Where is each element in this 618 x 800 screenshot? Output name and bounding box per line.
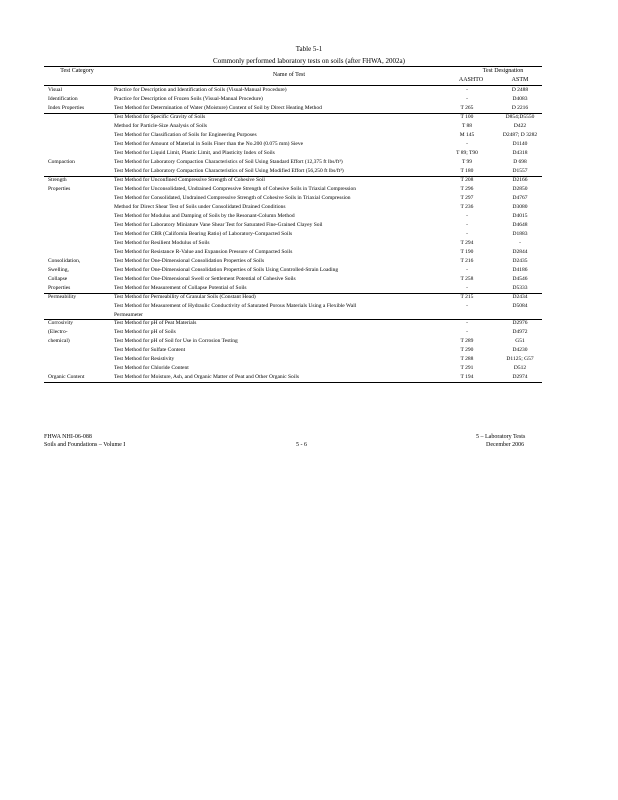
row-astm: D4318 <box>512 149 528 156</box>
table-row <box>44 158 542 167</box>
row-test-name: Test Method for pH of Soils <box>114 329 176 336</box>
row-aashto: - <box>444 230 490 239</box>
group-rule <box>44 113 542 114</box>
table-row <box>44 319 542 328</box>
row-test-name: Test Method for Specific Gravity of Soils <box>114 113 206 120</box>
group-rule <box>44 176 542 177</box>
group-rule <box>44 319 542 320</box>
row-test-name: Test Method for Measurement of Collapse Potential of Soils <box>114 284 247 291</box>
row-aashto: - <box>444 284 490 293</box>
row-test-name: Test Method for Laboratory Compaction Characteristics of Soil Using Standard Effort (12,375 ft lbs/ft³) <box>114 158 343 165</box>
row-test-name: Test Method for Resilient Modulus of Soils <box>114 239 210 246</box>
row-category: Consolidation, <box>48 257 81 264</box>
table-top-rule <box>44 66 542 67</box>
row-category: chemical) <box>48 338 70 345</box>
row-astm: D1125; G57 <box>506 356 534 363</box>
row-test-name: Test Method for Sulfate Content <box>114 347 186 354</box>
row-astm: D 2488 <box>511 87 529 93</box>
row-test-name: Method for Particle-Size Analysis of Soils <box>114 122 208 129</box>
row-astm: D2850 <box>512 185 528 192</box>
row-astm: D4083 <box>512 95 528 102</box>
row-test-name: Test Method for CBR (California Bearing Ratio) of Laboratory-Compacted Soils <box>114 230 293 237</box>
row-aashto: - <box>444 221 490 230</box>
row-test-name: Test Method for Permeability of Granular Soils (Constant Head) <box>114 293 256 300</box>
row-astm: G51 <box>515 338 525 345</box>
row-category: Identification <box>48 95 78 102</box>
footer-left-line2: Soils and Foundations – Volume I <box>44 442 126 448</box>
row-aashto: T 296 <box>444 185 490 194</box>
row-test-name: Test Method for Chloride Content <box>114 365 189 372</box>
row-astm: D1883 <box>512 230 528 237</box>
row-category: Properties <box>48 284 71 291</box>
row-astm: D2434 <box>512 293 528 300</box>
group-rule <box>44 382 542 383</box>
row-astm: D4015 <box>512 212 528 219</box>
row-category: (Electro- <box>48 329 68 336</box>
footer-page-number: 5 - 6 <box>296 442 307 448</box>
table-row <box>44 257 542 266</box>
row-test-name: Test Method for Measurement of Hydraulic Conductivity of Saturated Porous Materials Using a Flexible Wall <box>114 302 357 309</box>
row-aashto: T 291 <box>444 364 490 373</box>
row-test-name: Test Method for Resistivity <box>114 356 175 363</box>
row-category: Index Properties <box>48 104 85 111</box>
table-row <box>44 355 542 364</box>
row-aashto: - <box>444 328 490 337</box>
row-test-name: Test Method for pH of Peat Materials <box>114 320 197 327</box>
row-aashto: T 288 <box>444 355 490 364</box>
header-name-of-test: Name of Test <box>272 72 306 78</box>
row-astm: D5084 <box>512 302 528 309</box>
table-row <box>44 284 542 293</box>
row-aashto: T 180 <box>444 167 490 176</box>
table-row <box>44 212 542 221</box>
table-row <box>44 221 542 230</box>
row-test-name: Test Method for Modulus and Damping of Soils by the Resonant-Column Method <box>114 212 295 219</box>
table-row <box>44 337 542 346</box>
row-category: Corrosivity <box>48 320 74 327</box>
row-astm: D2844 <box>512 248 528 255</box>
row-astm: D2487; D 3282 <box>502 131 538 138</box>
row-aashto: - <box>444 266 490 275</box>
row-astm: D2974 <box>512 374 528 381</box>
row-category: Organic Content <box>48 374 85 381</box>
row-astm: D4972 <box>512 329 528 336</box>
row-aashto: T 194 <box>444 373 490 382</box>
row-aashto: T 190 <box>444 248 490 257</box>
table-row <box>44 346 542 355</box>
row-aashto: - <box>444 140 490 149</box>
row-aashto: T 99 <box>444 158 490 167</box>
table-row <box>44 149 542 158</box>
row-test-name: Test Method for Classification of Soils for Engineering Purposes <box>114 131 257 138</box>
row-astm: D4230 <box>512 347 528 354</box>
row-astm: D2976 <box>512 320 528 327</box>
row-astm: D1557 <box>512 167 528 174</box>
table-row <box>44 328 542 337</box>
row-test-name: Test Method for One-Dimensional Consolidation Properties of Soils Using Controlled-Strain Loading <box>114 266 339 273</box>
row-astm: D 698 <box>513 158 527 165</box>
header-aashto: AASHTO <box>458 77 484 83</box>
row-aashto: T 265 <box>444 104 490 113</box>
table-row <box>44 104 542 113</box>
table-row <box>44 364 542 373</box>
table-row <box>44 131 542 140</box>
row-aashto: T 208 <box>444 176 490 185</box>
table-row <box>44 176 542 185</box>
row-aashto: - <box>444 319 490 328</box>
row-category: Strength <box>48 176 67 183</box>
row-aashto: - <box>444 212 490 221</box>
row-aashto: - <box>444 86 490 95</box>
row-test-name: Test Method for pH of Soil for Use in Corrosion Testing <box>114 338 238 345</box>
row-test-name: Test Method for Amount of Material in Soils Finer than the No.200 (0.075 mm) Sieve <box>114 140 304 147</box>
row-aashto: T 215 <box>444 293 490 302</box>
table-row <box>44 95 542 104</box>
table-row <box>44 293 542 302</box>
row-test-name: Practice for Description and Identification of Soils (Visual-Manual Procedure) <box>114 87 287 93</box>
table-row <box>44 275 542 284</box>
table-row <box>44 302 542 311</box>
row-test-name: Method for Direct Shear Test of Soils under Consolidated Drained Conditions <box>114 203 286 210</box>
row-aashto: - <box>444 302 490 311</box>
table-row <box>44 167 542 176</box>
row-category: Compaction <box>48 158 75 165</box>
table-row <box>44 86 542 95</box>
table-label: Table 5-1 <box>295 45 323 53</box>
row-aashto: T 297 <box>444 194 490 203</box>
header-astm: ASTM <box>511 77 529 83</box>
row-category: Visual <box>48 87 63 93</box>
table-row <box>44 311 542 320</box>
row-category: Permeability <box>48 293 77 300</box>
row-test-name: Test Method for Liquid Limit, Plastic Limit, and Plasticity Index of Soils <box>114 149 275 156</box>
group-rule <box>44 293 542 294</box>
row-aashto: T 236 <box>444 203 490 212</box>
row-test-name: Test Method for Resistance R-Value and Expansion Pressure of Compacted Soils <box>114 248 293 255</box>
row-aashto: M 145 <box>444 131 490 140</box>
row-astm: D1140 <box>512 140 528 147</box>
row-test-name: Permeameter <box>114 311 144 318</box>
row-aashto: T 290 <box>444 346 490 355</box>
table-row <box>44 194 542 203</box>
row-aashto: T 258 <box>444 275 490 284</box>
row-test-name: Test Method for Determination of Water (Moisture) Content of Soil by Direct Heating Method <box>114 104 322 111</box>
row-astm: D4767 <box>512 194 528 201</box>
row-aashto: - <box>444 95 490 104</box>
row-aashto: T 216 <box>444 257 490 266</box>
row-test-name: Test Method for One-Dimensional Swell or Settlement Potential of Cohesive Soils <box>114 275 296 282</box>
table-row <box>44 248 542 257</box>
row-category: Properties <box>48 185 71 192</box>
row-aashto: T 88 <box>444 122 490 131</box>
table-caption: Commonly performed laboratory tests on soils (after FHWA, 2002a) <box>213 57 405 65</box>
row-aashto: T 294 <box>444 239 490 248</box>
row-astm: D422 <box>513 122 527 129</box>
table-row <box>44 140 542 149</box>
table-row <box>44 203 542 212</box>
footer-left-line1: FHWA NHI-06-088 <box>44 434 92 440</box>
row-aashto: T 89; T90 <box>444 149 490 158</box>
row-test-name: Test Method for One-Dimensional Consolidation Properties of Soils <box>114 257 265 264</box>
header-test-category: Test Category <box>60 68 94 74</box>
table-row <box>44 373 542 382</box>
table-row <box>44 113 542 122</box>
footer-right-line2: December 2006 <box>486 442 525 448</box>
footer-right-line1: 5 – Laboratory Tests <box>476 434 526 440</box>
table-row <box>44 185 542 194</box>
row-test-name: Test Method for Laboratory Miniature Vane Shear Test for Saturated Fine-Grained Clayey Soil <box>114 221 323 228</box>
row-test-name: Test Method for Unconsolidated, Undrained Compressive Strength of Cohesive Soils in Triaxial Compression <box>114 185 357 192</box>
row-astm: D3080 <box>512 203 528 210</box>
row-astm: D2435 <box>512 257 528 264</box>
table-row <box>44 230 542 239</box>
row-aashto: T 289 <box>444 337 490 346</box>
row-astm: D4546 <box>512 275 528 282</box>
row-test-name: Practice for Description of Frozen Soils (Visual-Manual Procedure) <box>114 95 263 102</box>
row-test-name: Test Method for Unconfined Compressive Strength of Cohesive Soil <box>114 176 265 183</box>
row-test-name: Test Method for Consolidated, Undrained Compressive Strength of Cohesive Soils in Triaxial Compression <box>114 194 351 201</box>
row-category: Swelling, <box>48 266 69 273</box>
row-test-name: Test Method for Moisture, Ash, and Organic Matter of Peat and Other Organic Soils <box>114 374 300 381</box>
row-astm: D4648 <box>512 221 528 228</box>
row-astm: D854;D5550 <box>505 113 535 120</box>
row-astm: D5333 <box>512 284 528 291</box>
row-aashto: T 100 <box>444 113 490 122</box>
row-astm: D4186 <box>512 266 528 273</box>
row-astm: D 2216 <box>511 104 529 111</box>
row-astm: D512 <box>513 365 527 372</box>
table-row <box>44 122 542 131</box>
header-test-designation: Test Designation <box>482 68 524 74</box>
row-category: Collapse <box>48 275 68 282</box>
row-test-name: Test Method for Laboratory Compaction Characteristics of Soil Using Modified Effort (56,250 ft lbs/ft³) <box>114 167 344 174</box>
row-astm: - <box>519 239 521 246</box>
table-row <box>44 239 542 248</box>
row-astm: D2166 <box>512 176 528 183</box>
table-row <box>44 266 542 275</box>
